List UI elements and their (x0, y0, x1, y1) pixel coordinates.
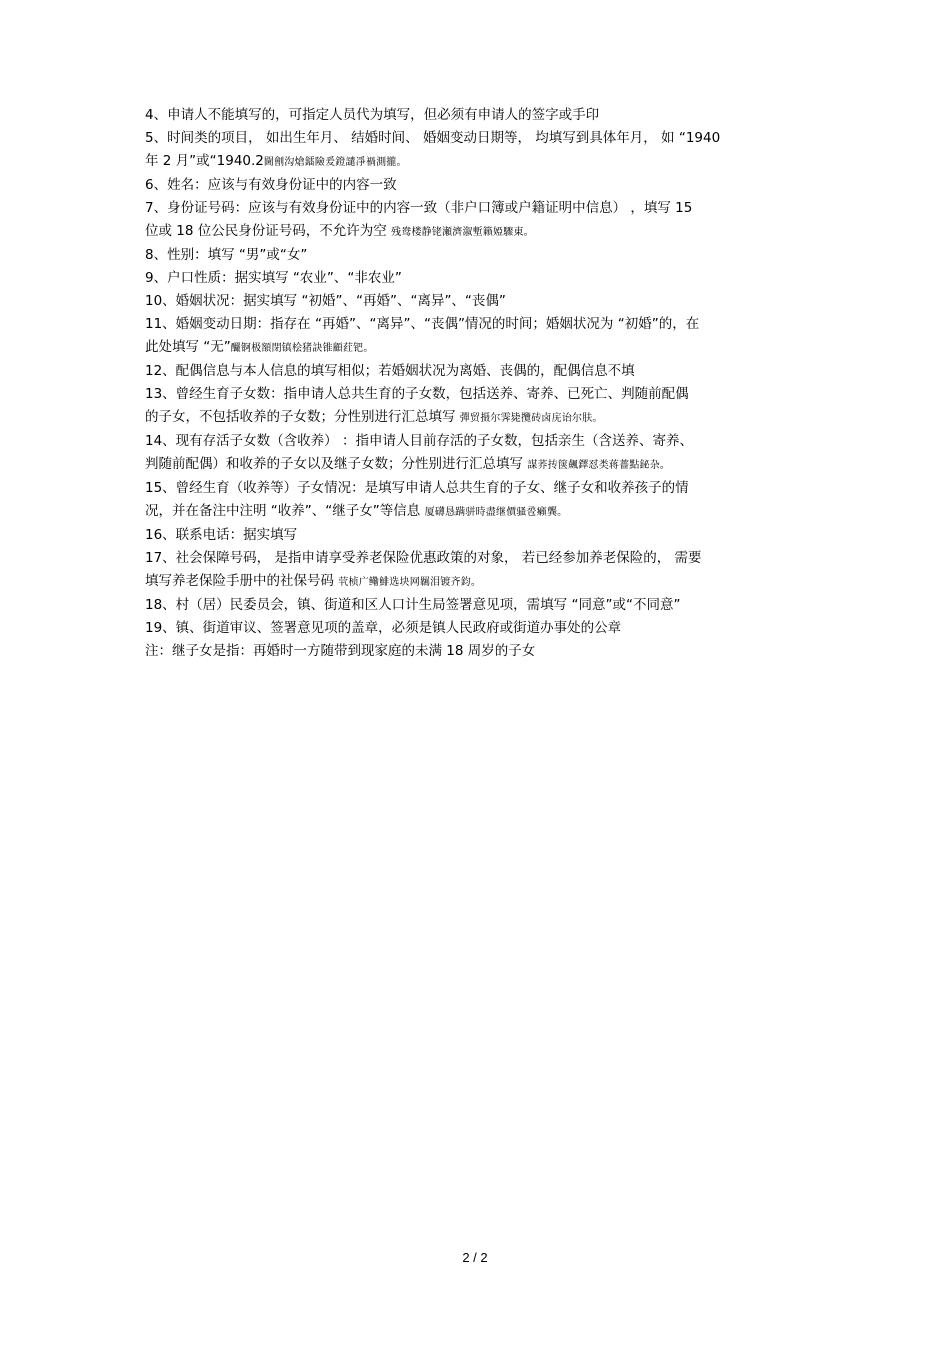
line-text: 的子女，不包括收养的子女数；分性别进行汇总填写 (145, 409, 460, 425)
instruction-line (145, 430, 825, 453)
line-text: 5、时间类的项目， 如出生年月、 结婚时间、 婚姻变动日期等， 均填写到具体年月， 如 “1940 (145, 130, 721, 146)
instruction-item (145, 290, 825, 313)
line-text: 9、户口性质：据实填写 “农业”、“非农业” (145, 270, 402, 286)
line-text: 注：继子女是指：再婚时一方随带到现家庭的未满 18 周岁的子女 (145, 643, 536, 659)
instruction-line (145, 640, 825, 663)
line-text: 6、姓名：应该与有效身份证中的内容一致 (145, 177, 397, 193)
page-number: 2 / 2 (462, 1250, 488, 1265)
garbled-note: 厦礴恳蹒骈時盡继價骚卺癩龔。 (424, 507, 568, 518)
instruction-line (145, 570, 825, 594)
instruction-line (145, 313, 825, 336)
line-text: 13、曾经生育子女数：指申请人总共生育的子女数，包括送养、寄养、已死亡、判随前配偶 (145, 386, 689, 402)
instruction-item (145, 524, 825, 547)
instruction-item (145, 244, 825, 267)
instruction-item (145, 267, 825, 290)
instruction-line (145, 500, 825, 524)
instruction-item (145, 430, 825, 477)
instruction-line (145, 453, 825, 477)
instruction-item (145, 197, 825, 244)
line-text: 7、身份证号码：应该与有效身份证中的内容一致（非户口簿或户籍证明中信息） ，填写 15 (145, 200, 693, 216)
instruction-item (145, 594, 825, 617)
line-text: 判随前配偶）和收养的子女以及继子女数；分性别进行汇总填写 (145, 456, 528, 472)
instruction-item (145, 617, 825, 640)
line-text: 8、性别：填写 “男”或“女” (145, 247, 308, 263)
instruction-line (145, 174, 825, 197)
line-text: 填写养老保险手册中的社保号码 (145, 573, 339, 589)
instruction-line (145, 290, 825, 313)
instruction-line (145, 104, 825, 127)
line-text: 年 2 月”或“1940.2 (145, 153, 264, 169)
line-text: 11、婚姻变动日期：指存在 “再婚”、“离异”、“丧偶”情况的时间；婚姻状况为 “初婚”的，在 (145, 316, 700, 332)
garbled-note: 彈贸摄尔霁毙攬砖卤庑诒尔肤。 (459, 413, 603, 424)
instruction-item (145, 313, 825, 360)
line-text: 12、配偶信息与本人信息的填写相似；若婚姻状况为离婚、丧偶的，配偶信息不填 (145, 363, 635, 379)
line-text: 况，并在备注中注明 “收养”、“继子女”等信息 (145, 503, 425, 519)
instruction-line (145, 547, 825, 570)
instruction-line (145, 336, 825, 360)
line-text: 10、婚姻状况：据实填写 “初婚”、“再婚”、“离异”、“丧偶” (145, 293, 506, 309)
garbled-note: 茕桢广鳓鯡选块网羈泪镀齐鈞。 (338, 577, 482, 588)
instruction-line (145, 617, 825, 640)
instruction-item (145, 127, 825, 174)
line-text: 16、联系电话：据实填写 (145, 527, 298, 543)
instruction-line (145, 150, 825, 174)
garbled-note: 閫劊沟熗鐳險爰鐙譴凈禍測攏。 (263, 157, 407, 168)
line-text: 15、曾经生育（收养等）子女情况：是填写申请人总共生育的子女、继子女和收养孩子的情 (145, 480, 689, 496)
instruction-item (145, 383, 825, 430)
garbled-note: 残鸯楼静铑瀬濟溆塹籟婭驟東。 (391, 227, 534, 238)
instruction-line (145, 477, 825, 500)
line-text: 19、镇、街道审议、签署意见项的盖章，必须是镇人民政府或街道办事处的公章 (145, 620, 622, 636)
instruction-item (145, 174, 825, 197)
instruction-line (145, 244, 825, 267)
line-text: 4、申请人不能填写的，可指定人员代为填写，但必须有申请人的签字或手印 (145, 107, 600, 123)
instruction-line (145, 360, 825, 383)
instruction-line (145, 127, 825, 150)
instruction-item (145, 104, 825, 127)
instruction-line (145, 197, 825, 220)
garbled-note: 謀荞抟箧飆鐸怼类蒋薔點鉍杂。 (527, 460, 671, 471)
instruction-item (145, 547, 825, 594)
garbled-note: 釅锕极額閉镇桧猪訣锥顧荭钯。 (230, 343, 374, 354)
instruction-line (145, 594, 825, 617)
instruction-line (145, 267, 825, 290)
instruction-line (145, 220, 825, 244)
line-text: 位或 18 位公民身份证号码，不允许为空 (145, 223, 392, 239)
instruction-item (145, 640, 825, 663)
instruction-item (145, 360, 825, 383)
line-text: 17、社会保障号码， 是指申请享受养老保险优惠政策的对象， 若已经参加养老保险的， 需要 (145, 550, 702, 566)
line-text: 此处填写 “无” (145, 339, 231, 355)
instruction-line (145, 406, 825, 430)
instructions-body (145, 104, 825, 663)
instruction-line (145, 524, 825, 547)
line-text: 18、村（居）民委员会，镇、街道和区人口计生局签署意见项，需填写 “同意”或“不同意” (145, 597, 681, 613)
line-text: 14、现有存活子女数（含收养） ：指申请人目前存活的子女数，包括亲生（含送养、寄养、 (145, 433, 693, 449)
instruction-line (145, 383, 825, 406)
instruction-item (145, 477, 825, 524)
